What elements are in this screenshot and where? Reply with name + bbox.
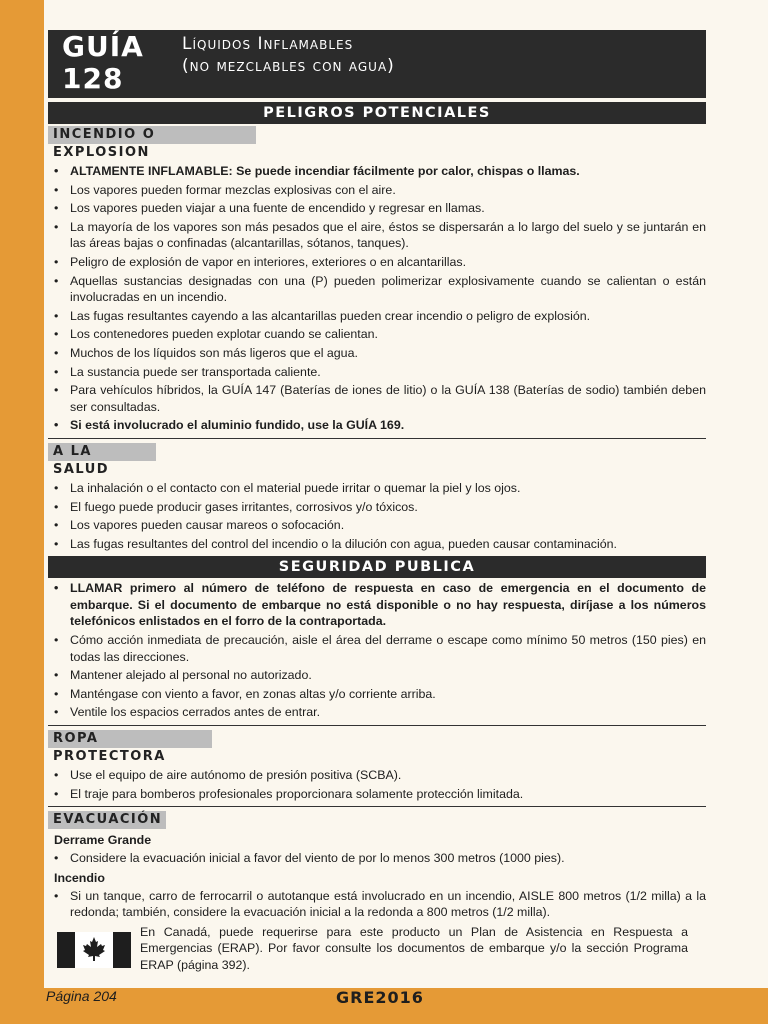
- subheading-evacuation: EVACUACIÓN: [48, 811, 166, 829]
- divider: [48, 725, 706, 726]
- list-item: • El fuego puede producir gases irritantes, corrosivos y/o tóxicos.: [48, 499, 706, 516]
- protective-list: [48, 767, 706, 802]
- list-item: • Muchos de los líquidos son más ligeros que el agua.: [48, 345, 706, 362]
- large-spill-list: [48, 850, 706, 867]
- guide-title: [182, 33, 395, 77]
- list-item: • La mayoría de los vapores son más pesados que el aire, éstos se dispersarán a lo largo del suelo y se juntarán en las áreas bajas o confinadas (alcantarillas, sótanos, tanques).: [48, 219, 706, 252]
- edition-label: GRE2016: [336, 988, 424, 1007]
- list-item: • Cómo acción inmediata de precaución, aisle el área del derrame o escape como mínimo 50 metros (150 pies) en todas las direcciones.: [48, 632, 706, 665]
- list-item: • LLAMAR primero al número de teléfono de respuesta en caso de emergencia en el documento de embarque. Si el documento de embarque no está disponible o no hay respuesta, diríjase a los números telefónicos enlistados en el forro de la contraportada.: [48, 580, 706, 630]
- canada-erap-note: En Canadá, puede requerirse para este producto un Plan de Asistencia en Respuesta a Emergencias (ERAP). Por favor consulte los documentos de embarque y/o la sección Programa ERAP (página 392).: [140, 925, 688, 972]
- fire-evac-list: [48, 888, 706, 921]
- title-line-1: Líquidos Inflamables: [182, 34, 354, 54]
- divider: [48, 438, 706, 439]
- health-list: [48, 480, 706, 552]
- list-item: • Los vapores pueden viajar a una fuente de encendido y regresar en llamas.: [48, 200, 706, 217]
- fire-label: Incendio: [54, 870, 105, 885]
- list-item: • Manténgase con viento a favor, en zonas altas y/o corriente arriba.: [48, 686, 706, 703]
- list-item: • Los vapores pueden causar mareos o sofocación.: [48, 517, 706, 534]
- subheading-protective: ROPA PROTECTORA: [48, 730, 212, 748]
- guide-content: [48, 102, 706, 921]
- list-item: • ALTAMENTE INFLAMABLE: Se puede incendiar fácilmente por calor, chispas o llamas.: [48, 163, 706, 180]
- page-number: Página 204: [46, 988, 117, 1004]
- list-item: • Use el equipo de aire autónomo de presión positiva (SCBA).: [48, 767, 706, 784]
- list-item: • La inhalación o el contacto con el material puede irritar o quemar la piel y los ojos.: [48, 480, 706, 497]
- section-public-safety: SEGURIDAD PUBLICA: [48, 556, 706, 578]
- large-spill-label: Derrame Grande: [54, 833, 152, 848]
- list-item: • Si está involucrado el aluminio fundido, use la GUÍA 169.: [48, 417, 706, 434]
- title-line-2: (no mezclables con agua): [182, 56, 395, 76]
- list-item: • Mantener alejado al personal no autorizado.: [48, 667, 706, 684]
- list-item: • Para vehículos híbridos, la GUÍA 147 (Baterías de iones de litio) o la GUÍA 138 (Baterías de sodio) también deben ser consultadas.: [48, 382, 706, 415]
- section-potential-hazards: PELIGROS POTENCIALES: [48, 102, 706, 124]
- subheading-fire: INCENDIO O EXPLOSION: [48, 126, 256, 144]
- list-item: • Peligro de explosión de vapor en interiores, exteriores o en alcantarillas.: [48, 254, 706, 271]
- divider: [48, 806, 706, 807]
- guide-header: [48, 30, 706, 98]
- public-safety-list: [48, 580, 706, 721]
- guide-number: [62, 31, 144, 95]
- canada-flag-icon: [57, 932, 131, 968]
- guide-number-value: 128: [62, 62, 124, 95]
- list-item: • Las fugas resultantes cayendo a las alcantarillas pueden crear incendio o peligro de explosión.: [48, 308, 706, 325]
- list-item: • La sustancia puede ser transportada caliente.: [48, 364, 706, 381]
- subheading-health: A LA SALUD: [48, 443, 156, 461]
- list-item: • Considere la evacuación inicial a favor del viento de por lo menos 300 metros (1000 pies).: [48, 850, 706, 867]
- list-item: • Aquellas sustancias designadas con una (P) pueden polimerizar explosivamente cuando se calientan o están involucradas en un incendio.: [48, 273, 706, 306]
- list-item: • Si un tanque, carro de ferrocarril o autotanque está involucrado en un incendio, AISLE 800 metros (1/2 milla) a la redonda; también, considere la evacuación inicial a la redonda a 800 metros (1/2 milla).: [48, 888, 706, 921]
- list-item: • Los contenedores pueden explotar cuando se calientan.: [48, 326, 706, 343]
- list-item: • Las fugas resultantes del control del incendio o la dilución con agua, pueden causar contaminación.: [48, 536, 706, 553]
- list-item: • El traje para bomberos profesionales proporcionara solamente protección limitada.: [48, 786, 706, 803]
- guide-word: GUÍA: [62, 30, 144, 63]
- fire-list: [48, 163, 706, 434]
- list-item: • Ventile los espacios cerrados antes de entrar.: [48, 704, 706, 721]
- list-item: • Los vapores pueden formar mezclas explosivas con el aire.: [48, 182, 706, 199]
